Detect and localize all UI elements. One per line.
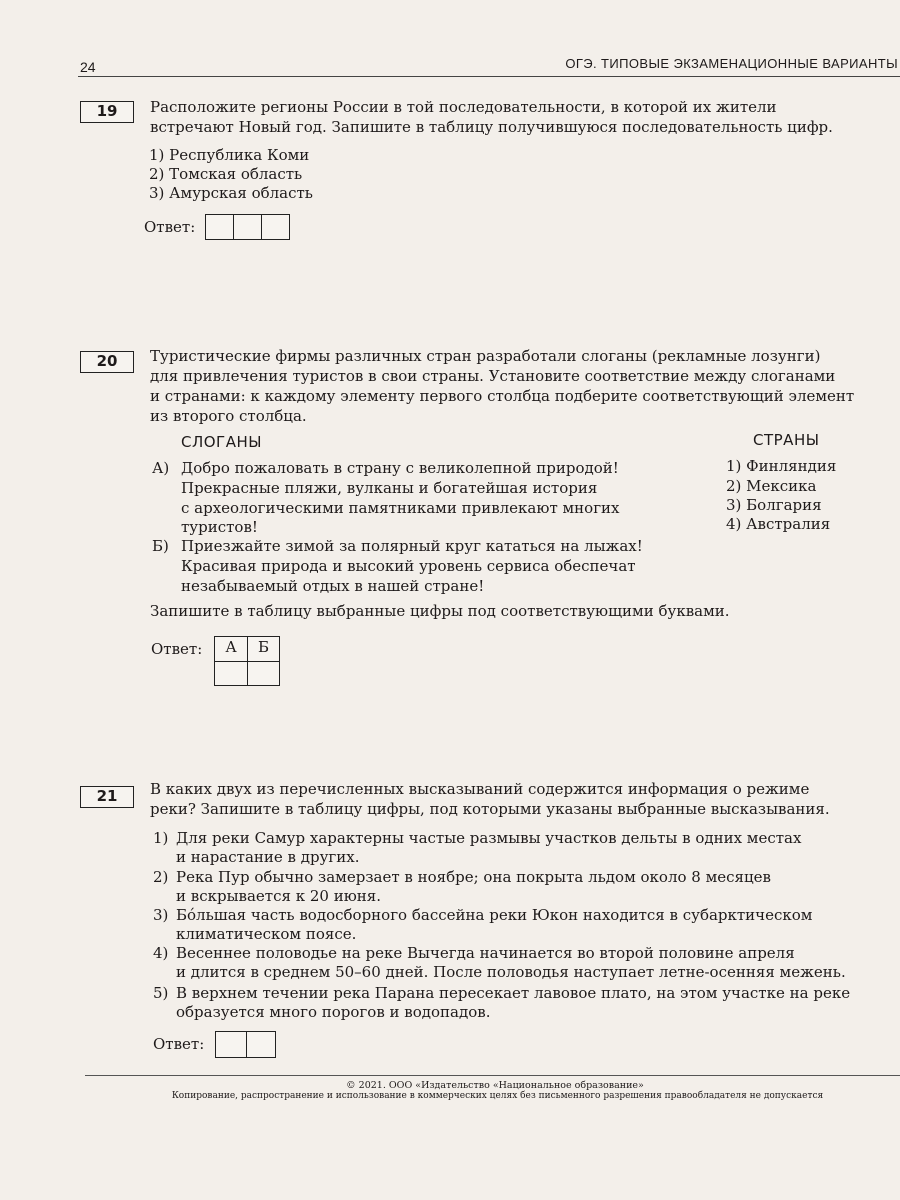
page-number: 24 — [80, 59, 96, 75]
slogan-a-line-2: Прекрасные пляжи, вулканы и богатейшая история — [181, 479, 598, 497]
country-option-4: 4) Австралия — [726, 515, 831, 533]
task-19-text-line-1: Расположите регионы России в той последовательности, в которой их жители — [150, 98, 777, 116]
task-20-text-line-4: из второго столбца. — [150, 407, 307, 425]
statement-3-line-2: климатическом поясе. — [176, 925, 357, 943]
task-20-header-b: Б — [247, 636, 280, 662]
task-20-header-a: А — [214, 636, 248, 662]
task-20-text-line-2: для привлечения туристов в свои страны. Установите соответствие между слоганами — [150, 367, 836, 385]
statement-5-number: 5) — [153, 984, 169, 1002]
statement-5-line-2: образуется много порогов и водопадов. — [176, 1003, 491, 1021]
task-20-instruction: Запишите в таблицу выбранные цифры под соответствующими буквами. — [150, 602, 730, 620]
task-19-option-3: 3) Амурская область — [149, 184, 313, 202]
statement-4-number: 4) — [153, 944, 169, 962]
statement-2-line-1: Река Пур обычно замерзает в ноябре; она покрыта льдом около 8 месяцев — [176, 868, 771, 886]
slogan-b-letter: Б) — [152, 537, 169, 555]
country-option-1: 1) Финляндия — [726, 457, 837, 475]
statement-2-number: 2) — [153, 868, 169, 886]
task-19-answer-cell-2[interactable] — [233, 214, 262, 240]
task-19-option-1: 1) Республика Коми — [149, 146, 310, 164]
slogan-a-letter: А) — [152, 459, 170, 477]
statement-3-number: 3) — [153, 906, 169, 924]
task-19-text-line-2: встречают Новый год. Запишите в таблицу получившуюся последовательность цифр. — [150, 118, 833, 136]
running-title: ОГЭ. ТИПОВЫЕ ЭКЗАМЕНАЦИОННЫЕ ВАРИАНТЫ — [565, 56, 898, 71]
task-20-text-line-3: и странами: к каждому элементу первого столбца подберите соответствующий элемент — [150, 387, 855, 405]
task-21-answer-cell-2[interactable] — [246, 1031, 276, 1058]
statement-2-line-2: и вскрывается к 20 июня. — [176, 887, 382, 905]
slogan-b-line-3: незабываемый отдых в нашей стране! — [181, 577, 485, 595]
copying-disclaimer: Копирование, распространение и использование в коммерческих целях без письменного разрешения правообладателя не допускается — [171, 1091, 824, 1101]
task-19-answer-label: Ответ: — [144, 218, 196, 236]
task-20-answer-label: Ответ: — [151, 640, 203, 658]
task-20-number: 20 — [80, 351, 134, 373]
slogan-a-line-4: туристов! — [181, 518, 258, 536]
country-option-2: 2) Мексика — [726, 477, 817, 495]
task-20-text-line-1: Туристические фирмы различных стран разработали слоганы (рекламные лозунги) — [150, 347, 821, 365]
copyright-notice: © 2021. ООО «Издательство «Национальное образование» — [346, 1080, 644, 1091]
statement-4-line-2: и длится в среднем 50–60 дней. После половодья наступает летне-осенняя межень. — [176, 963, 846, 981]
slogans-column-header: СЛОГАНЫ — [181, 433, 262, 451]
task-21-text-line-1: В каких двух из перечисленных высказываний содержится информация о режиме — [150, 780, 810, 798]
slogan-a-line-3: с археологическими памятниками привлекают многих — [181, 499, 620, 517]
task-20-answer-cell-a[interactable] — [214, 661, 248, 686]
slogan-a-line-1: Добро пожаловать в страну с великолепной природой! — [181, 459, 619, 477]
slogan-b-line-2: Красивая природа и высокий уровень сервиса обеспечат — [181, 557, 636, 575]
task-21-answer-label: Ответ: — [153, 1035, 205, 1053]
country-option-3: 3) Болгария — [726, 496, 822, 514]
statement-1-line-1: Для реки Самур характерны частые размывы участков дельты в одних местах — [176, 829, 802, 847]
countries-column-header: СТРАНЫ — [753, 431, 820, 449]
header-divider — [78, 76, 900, 77]
task-19-answer-cell-1[interactable] — [205, 214, 234, 240]
statement-5-line-1: В верхнем течении река Парана пересекает лавовое плато, на этом участке на реке — [176, 984, 851, 1002]
statement-4-line-1: Весеннее половодье на реке Вычегда начинается во второй половине апреля — [176, 944, 795, 962]
task-21-text-line-2: реки? Запишите в таблицу цифры, под которыми указаны выбранные высказывания. — [150, 800, 830, 818]
task-20-answer-cell-b[interactable] — [247, 661, 280, 686]
slogan-b-line-1: Приезжайте зимой за полярный круг кататься на лыжах! — [181, 537, 643, 555]
task-21-answer-cell-1[interactable] — [215, 1031, 247, 1058]
task-21-number: 21 — [80, 786, 134, 808]
footer-divider — [85, 1075, 900, 1076]
task-19-option-2: 2) Томская область — [149, 165, 303, 183]
statement-3-line-1: Бóльшая часть водосборного бассейна реки Юкон находится в субарктическом — [176, 906, 813, 924]
task-19-answer-cell-3[interactable] — [261, 214, 290, 240]
task-19-number: 19 — [80, 101, 134, 123]
statement-1-number: 1) — [153, 829, 169, 847]
statement-1-line-2: и нарастание в других. — [176, 848, 360, 866]
